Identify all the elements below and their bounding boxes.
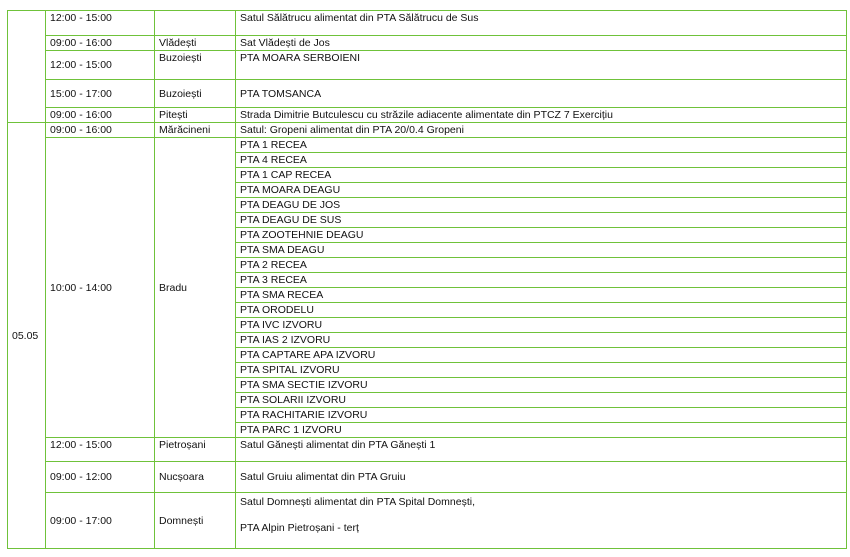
date-cell: 05.05 bbox=[8, 123, 46, 549]
pta-item: PTA DEAGU DE JOS bbox=[236, 198, 847, 213]
table-row bbox=[8, 493, 847, 549]
table-row bbox=[8, 36, 847, 51]
pta-item: PTA 1 CAP RECEA bbox=[236, 168, 847, 183]
pta-item: PTA MOARA DEAGU bbox=[236, 183, 847, 198]
table-row bbox=[8, 462, 847, 493]
table-row bbox=[8, 438, 847, 462]
description-cell: Strada Dimitrie Butculescu cu străzile adiacente alimentate din PTCZ 7 Exercițiu bbox=[236, 108, 847, 123]
pta-item: PTA IVC IZVORU bbox=[236, 318, 847, 333]
outage-schedule-table bbox=[7, 10, 847, 549]
locality-cell: Buzoiești bbox=[155, 51, 236, 80]
pta-item: PTA PARC 1 IZVORU bbox=[236, 423, 847, 438]
description-cell: Satul Sălătrucu alimentat din PTA Sălătrucu de Sus bbox=[236, 11, 847, 36]
pta-item: PTA 4 RECEA bbox=[236, 153, 847, 168]
description-cell: Sat Vlădești de Jos bbox=[236, 36, 847, 51]
pta-item: PTA DEAGU DE SUS bbox=[236, 213, 847, 228]
time-cell: 09:00 - 16:00 bbox=[46, 123, 155, 138]
pta-item: PTA ORODELU bbox=[236, 303, 847, 318]
description-cell: Satul: Gropeni alimentat din PTA 20/0.4 Gropeni bbox=[236, 123, 847, 138]
locality-cell: Vlădești bbox=[155, 36, 236, 51]
date-cell-empty bbox=[8, 11, 46, 123]
locality-cell: Pietroșani bbox=[155, 438, 236, 462]
table-row bbox=[8, 51, 847, 80]
locality-cell: Pitești bbox=[155, 108, 236, 123]
pta-item: PTA CAPTARE APA IZVORU bbox=[236, 348, 847, 363]
description-line-2: PTA Alpin Pietroșani - terț bbox=[240, 522, 359, 534]
description-line-1: Satul Domnești alimentat din PTA Spital Domnești, bbox=[240, 496, 475, 508]
time-cell: 09:00 - 16:00 bbox=[46, 108, 155, 123]
description-cell: Satul Gruiu alimentat din PTA Gruiu bbox=[236, 462, 847, 493]
time-cell: 09:00 - 17:00 bbox=[46, 493, 155, 549]
pta-item: PTA 3 RECEA bbox=[236, 273, 847, 288]
locality-cell: Bradu bbox=[155, 138, 236, 438]
pta-item: PTA SPITAL IZVORU bbox=[236, 363, 847, 378]
pta-item: PTA SOLARII IZVORU bbox=[236, 393, 847, 408]
table-row bbox=[8, 80, 847, 108]
time-cell: 15:00 - 17:00 bbox=[46, 80, 155, 108]
table-row bbox=[8, 138, 847, 153]
time-cell: 09:00 - 16:00 bbox=[46, 36, 155, 51]
table-row bbox=[8, 108, 847, 123]
description-cell: Satul Gănești alimentat din PTA Gănești 1 bbox=[236, 438, 847, 462]
table-row bbox=[8, 11, 847, 36]
table-row bbox=[8, 123, 847, 138]
description-cell: PTA MOARA SERBOIENI bbox=[236, 51, 847, 80]
description-cell: PTA TOMSANCA bbox=[236, 80, 847, 108]
pta-item: PTA ZOOTEHNIE DEAGU bbox=[236, 228, 847, 243]
pta-item: PTA SMA SECTIE IZVORU bbox=[236, 378, 847, 393]
pta-item: PTA SMA RECEA bbox=[236, 288, 847, 303]
pta-item: PTA SMA DEAGU bbox=[236, 243, 847, 258]
locality-cell: Buzoiești bbox=[155, 80, 236, 108]
pta-item: PTA IAS 2 IZVORU bbox=[236, 333, 847, 348]
locality-cell: Domnești bbox=[155, 493, 236, 549]
locality-cell: Nucșoara bbox=[155, 462, 236, 493]
time-cell: 12:00 - 15:00 bbox=[46, 11, 155, 36]
locality-cell bbox=[155, 11, 236, 36]
pta-item: PTA RACHITARIE IZVORU bbox=[236, 408, 847, 423]
time-cell: 09:00 - 12:00 bbox=[46, 462, 155, 493]
time-cell: 10:00 - 14:00 bbox=[46, 138, 155, 438]
locality-cell: Mărăcineni bbox=[155, 123, 236, 138]
pta-item: PTA 1 RECEA bbox=[236, 138, 847, 153]
description-cell bbox=[236, 493, 847, 549]
time-cell: 12:00 - 15:00 bbox=[46, 51, 155, 80]
pta-item: PTA 2 RECEA bbox=[236, 258, 847, 273]
time-cell: 12:00 - 15:00 bbox=[46, 438, 155, 462]
